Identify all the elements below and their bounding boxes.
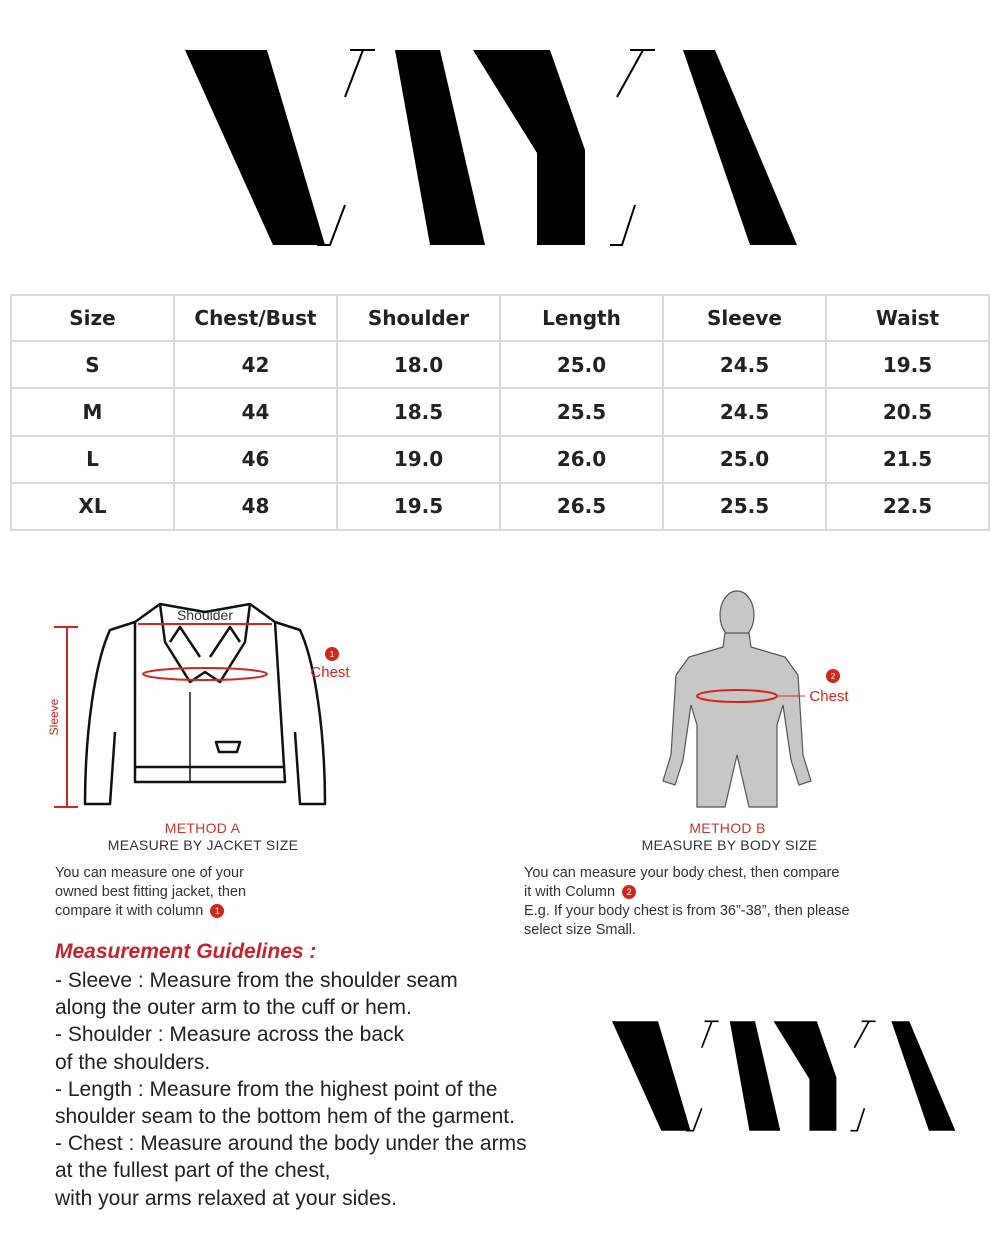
table-cell: 19.5 [337, 483, 500, 530]
brand-logo [185, 45, 800, 250]
table-cell: 19.5 [826, 341, 989, 388]
guideline-line: with your arms relaxed at your sides. [55, 1186, 397, 1210]
table-row [11, 341, 989, 388]
table-cell: 25.0 [500, 341, 663, 388]
table-cell: 25.5 [500, 388, 663, 435]
table-row [11, 483, 989, 530]
table-cell: 25.0 [663, 436, 826, 483]
guideline-line: of the shoulders. [55, 1050, 211, 1074]
table-row [11, 388, 989, 435]
table-cell: 26.0 [500, 436, 663, 483]
table-cell: 48 [174, 483, 337, 530]
badge-number: 1 [329, 650, 335, 659]
table-cell: 18.0 [337, 341, 500, 388]
table-cell: XL [11, 483, 174, 530]
method-b-subtitle: MEASURE BY BODY SIZE [641, 837, 818, 853]
description-line: select size Small. [524, 922, 637, 938]
badge-icon: 2 [622, 885, 636, 899]
table-cell: 20.5 [826, 388, 989, 435]
shoulder-label: Shoulder [176, 607, 234, 623]
chest-label: Chest [809, 688, 849, 705]
method-a-subtitle: MEASURE BY JACKET SIZE [107, 837, 299, 853]
table-cell: 18.5 [337, 388, 500, 435]
size-chart-table [10, 294, 990, 531]
header-size: Size [11, 295, 174, 341]
guideline-line: - Length : Measure from the highest point of the [55, 1077, 498, 1101]
table-row [11, 436, 989, 483]
table-header-row [11, 295, 989, 341]
header-waist: Waist [826, 295, 989, 341]
description-line: E.g. If your body chest is from 36”-38”, then please [524, 903, 850, 919]
table-cell: 21.5 [826, 436, 989, 483]
description-line: You can measure your body chest, then compare [524, 865, 840, 881]
guidelines-title: Measurement Guidelines : [55, 940, 317, 963]
header-length: Length [500, 295, 663, 341]
table-cell: 25.5 [663, 483, 826, 530]
description-line: it with Column 2 [524, 883, 964, 902]
body-measure-diagram [655, 585, 865, 815]
guideline-line: - Sleeve : Measure from the shoulder seam [55, 969, 458, 992]
table-cell: 24.5 [663, 341, 826, 388]
guideline-line: - Chest : Measure around the body under the arms [55, 1132, 527, 1156]
table-cell: 46 [174, 436, 337, 483]
table-cell: 26.5 [500, 483, 663, 530]
header-sleeve: Sleeve [663, 295, 826, 341]
guideline-line: along the outer arm to the cuff or hem. [55, 996, 412, 1020]
table-cell: 44 [174, 388, 337, 435]
method-a-title: METHOD A [164, 820, 241, 836]
table-cell: 22.5 [826, 483, 989, 530]
method-a-description [55, 864, 355, 921]
badge-icon: 1 [210, 904, 224, 918]
method-b-title: METHOD B [689, 820, 766, 836]
table-cell: 24.5 [663, 388, 826, 435]
header-shoulder: Shoulder [337, 295, 500, 341]
sleeve-label: Sleeve [47, 698, 61, 736]
description-line: compare it with column 1 [55, 902, 355, 921]
header-chest-bust: Chest/Bust [174, 295, 337, 341]
guideline-line: at the fullest part of the chest, [55, 1159, 331, 1183]
guidelines-list [55, 967, 635, 1212]
badge-number: 2 [830, 672, 836, 681]
table-cell: L [11, 436, 174, 483]
brand-logo-small [612, 1018, 957, 1134]
table-cell: 19.0 [337, 436, 500, 483]
guideline-line: shoulder seam to the bottom hem of the garment. [55, 1105, 515, 1129]
description-line: You can measure one of your [55, 865, 244, 881]
table-cell: S [11, 341, 174, 388]
method-b-description [524, 864, 964, 940]
table-cell: M [11, 388, 174, 435]
chest-label: Chest [310, 664, 350, 681]
table-cell: 42 [174, 341, 337, 388]
jacket-measure-diagram [40, 582, 370, 822]
description-line: owned best fitting jacket, then [55, 884, 247, 900]
guideline-line: - Shoulder : Measure across the back [55, 1023, 405, 1047]
